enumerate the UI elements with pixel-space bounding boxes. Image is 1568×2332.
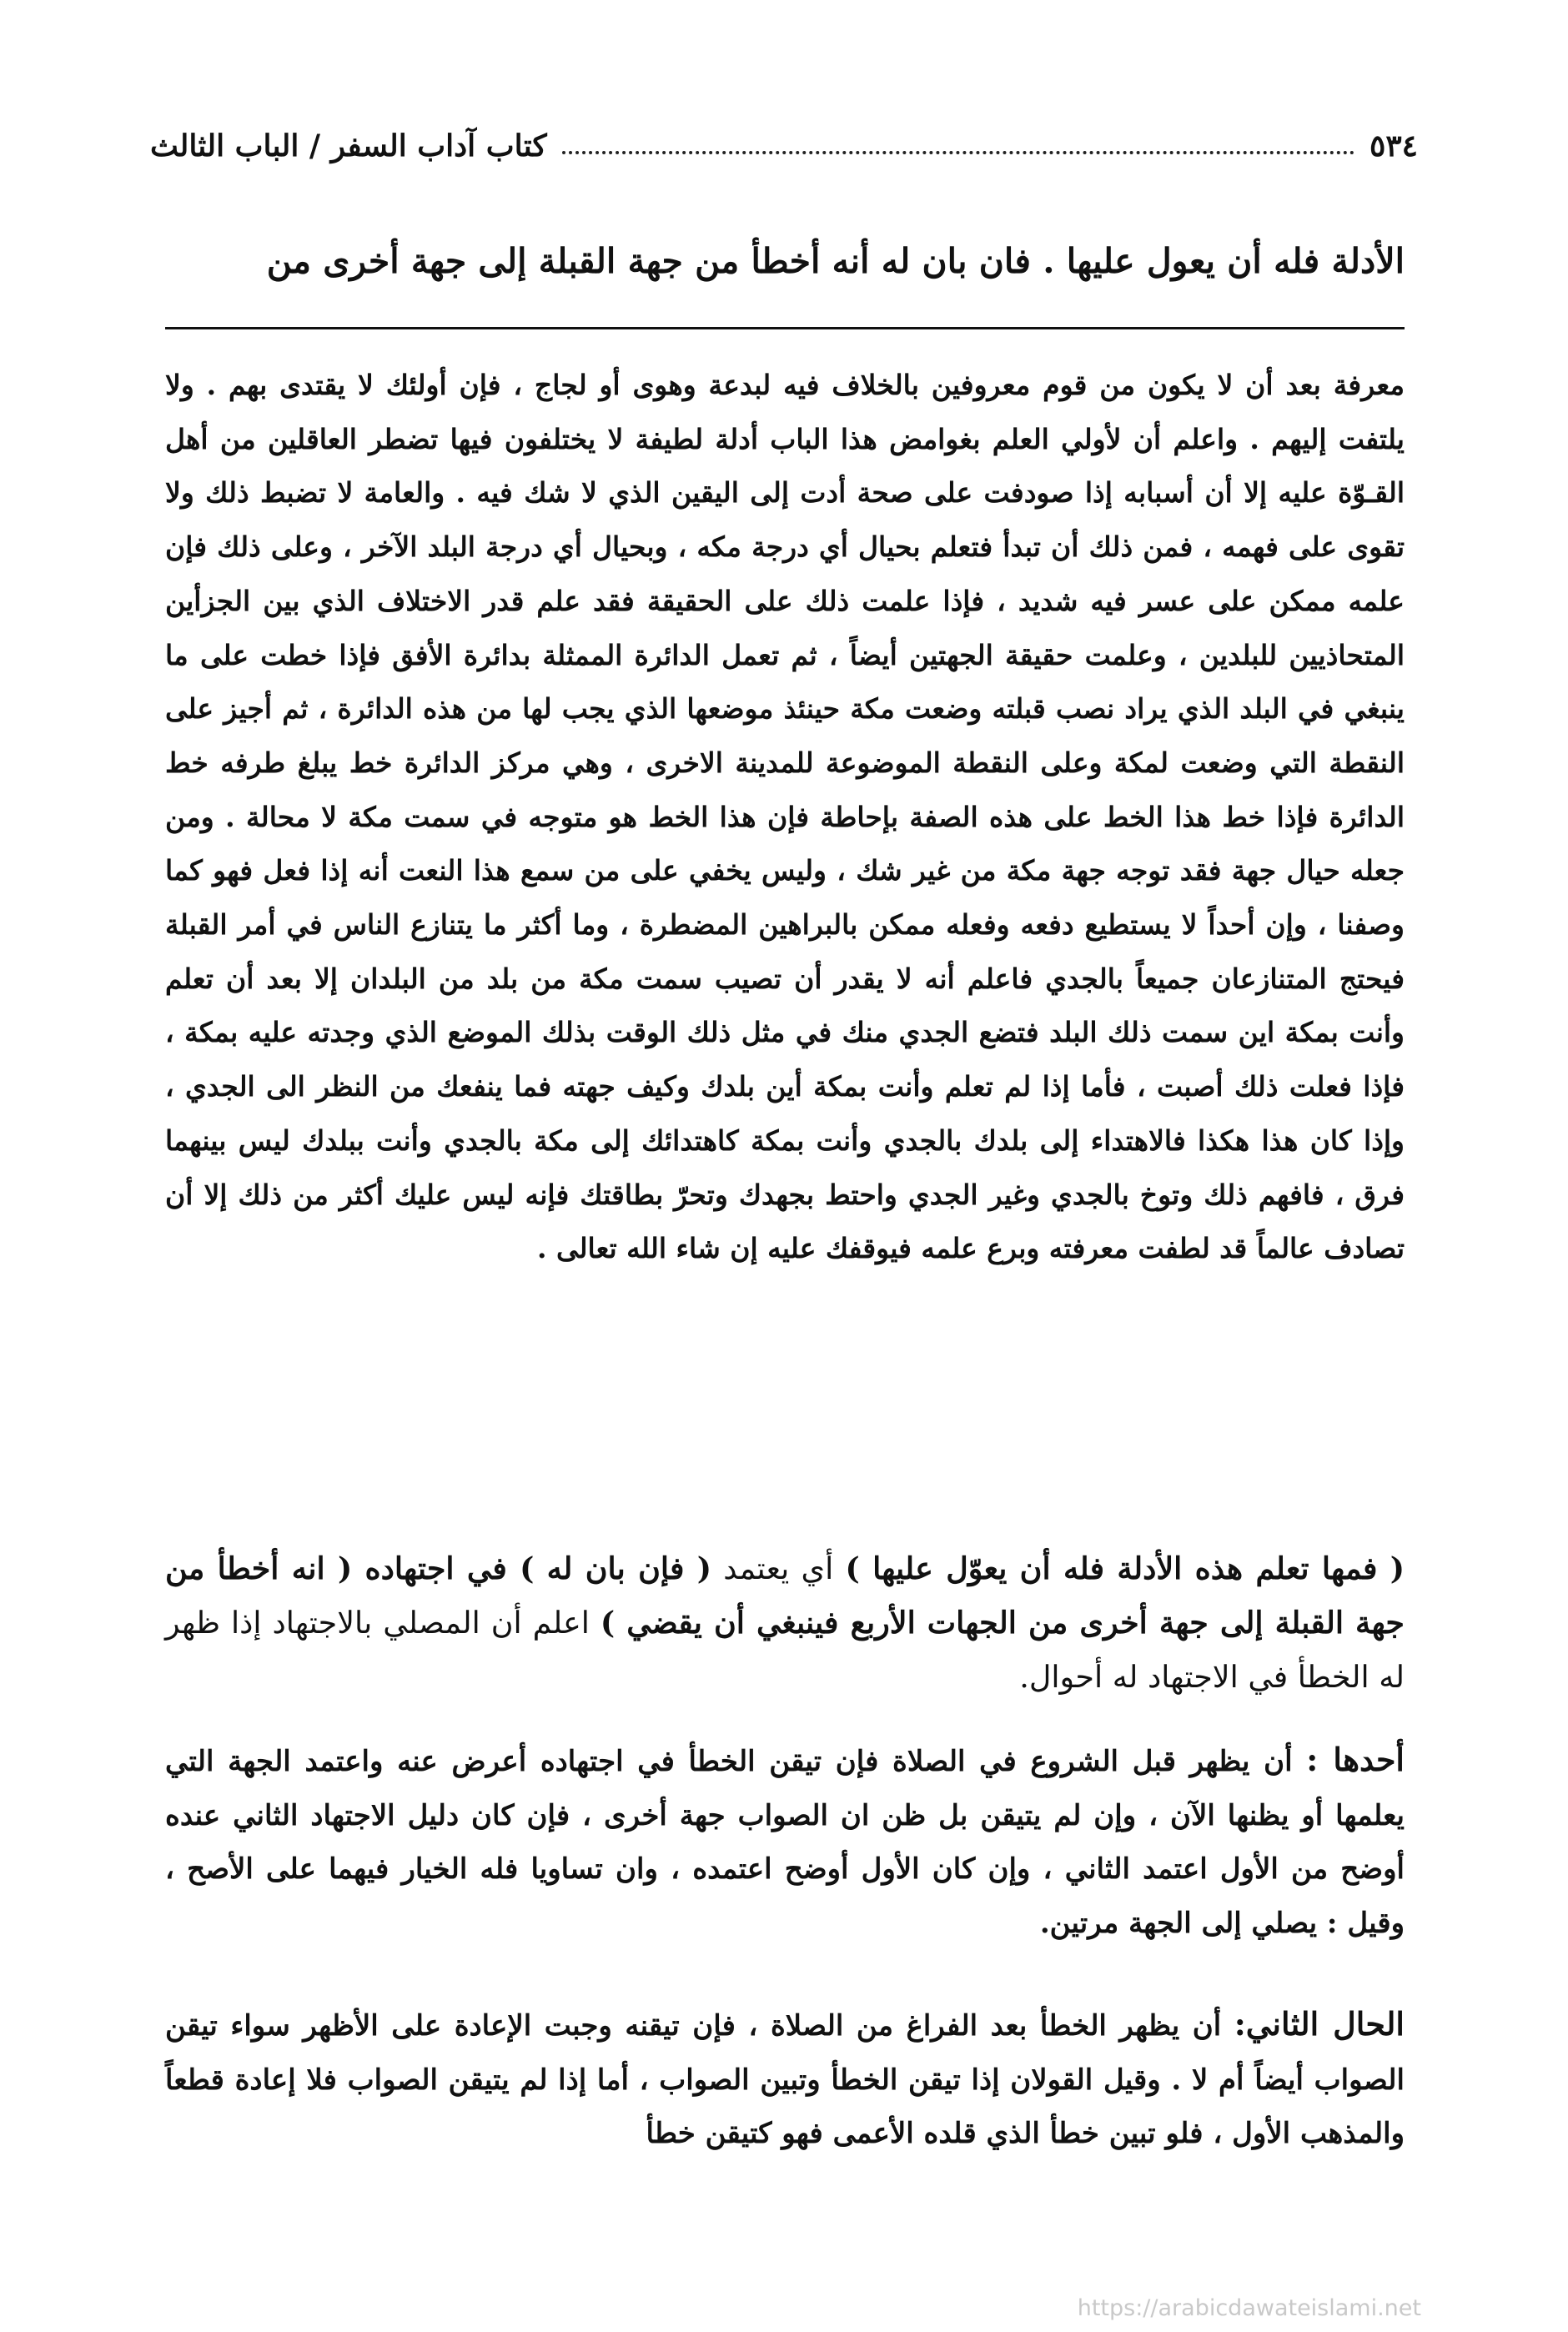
- watermark-url: https://arabicdawateislami.net: [1077, 2295, 1421, 2321]
- page-number: ٥٣٤: [1369, 128, 1418, 163]
- header-leader-dots: [562, 151, 1354, 154]
- state-two-paragraph: [165, 1998, 1405, 2161]
- main-text-top-line: الأدلة فله أن يعول عليها . فان بان له أنه أخطأ من جهة القبلة إلى جهة أخرى من: [266, 241, 1405, 281]
- footnote-separator-rule: [165, 327, 1405, 329]
- commentary-paragraph: [165, 1541, 1405, 1704]
- matn-quote-2: ( فإن بان له ) في اجتهاده ( انه أخطأ من جهة القبلة إلى جهة أخرى من الجهات الأربع فينبغي أن يقضي ): [165, 1550, 1405, 1641]
- state-one-text: أن يظهر قبل الشروع في الصلاة فإن تيقن الخطأ في اجتهاده أعرض عنه واعتمد الجهة التي يعلمها أو يظنها الآن ، وإن لم يتيقن بل ظن ان الصواب جهة أخرى ، فإن كان دليل الاجتهاد الثاني عنده أوضح من الأول اعتمد الثاني ، وإن كان الأول أوضح اعتمده ، وان تساويا فله الخيار فيهما على الأصح ، وقيل : يصلي إلى الجهة مرتين.: [165, 1745, 1405, 1940]
- running-header: [150, 117, 1418, 175]
- matn-quote-1: ( فمها تعلم هذه الأدلة فله أن يعوّل عليها ): [845, 1550, 1405, 1586]
- state-one-paragraph: [165, 1733, 1405, 1950]
- chapter-title: كتاب آداب السفر / الباب الثالث: [150, 128, 547, 163]
- state-two-lead: الحال الثاني:: [1234, 2005, 1405, 2043]
- sharh-text-1: أي يعتمد: [711, 1550, 846, 1586]
- state-one-lead: أحدها :: [1306, 1741, 1405, 1778]
- footnote-paragraph: معرفة بعد أن لا يكون من قوم معروفين بالخلاف فيه لبدعة وهوى أو لجاج ، فإن أولئك لا يقتدى بهم . ولا يلتفت إليهم . واعلم أن لأولي العلم بغوامض هذا الباب أدلة لطيفة لا يختلفون فيها تضطر العاقلين من أهل القـوّة عليه إلا أن أسبابه إذا صودفت على صحة أدت إلى اليقين الذي لا شك فيه . والعامة لا تضبط ذلك ولا تقوى على فهمه ، فمن ذلك أن تبدأ فتعلم بحيال أي درجة مكه ، وبحيال أي درجة البلد الآخر ، وعلى ذلك فإن علمه ممكن على عسر فيه شديد ، فإذا علمت ذلك على الحقيقة فقد علم قدر الاختلاف الذي بين الجزأين المتحاذيين للبلدين ، وعلمت حقيقة الجهتين أيضاً ، ثم تعمل الدائرة الممثلة بدائرة الأفق فإذا خطت على ما ينبغي في البلد الذي يراد نصب قبلته وضعت مكة حينئذ موضعها الذي يجب لها من هذه الدائرة ، ثم أجيز على النقطة التي وضعت لمكة وعلى النقطة الموضوعة للمدينة الاخرى ، وهي مركز الدائرة خط يبلغ طرفه خط الدائرة فإذا خط هذا الخط على هذه الصفة بإحاطة فإن هذا الخط هو متوجه في سمت مكة لا محالة . ومن جعله حيال جهة فقد توجه جهة مكة من غير شك ، وليس يخفي على من سمع هذا النعت أنه إذا فعل فهو كما وصفنا ، وإن أحداً لا يستطيع دفعه وفعله ممكن بالبراهين المضطرة ، وما أكثر ما يتنازع الناس في أمر القبلة فيحتج المتنازعان جميعاً بالجدي فاعلم أنه لا يقدر أن تصيب سمت مكة من بلد من البلدان إلا بعد أن تعلم وأنت بمكة اين سمت ذلك البلد فتضع الجدي منك في مثل ذلك الوقت بذلك الموضع الذي وجدته عليه بمكة ، فإذا فعلت ذلك أصبت ، فأما إذا لم تعلم وأنت بمكة أين بلدك وكيف جهته فما ينفعك من النظر الى الجدي ، وإذا كان هذا هكذا فالاهتداء إلى بلدك بالجدي وأنت بمكة كاهتدائك إلى مكة بالجدي وأنت ببلدك ليس بينهما فرق ، فافهم ذلك وتوخ بالجدي وغير الجدي واحتط بجهدك وتحرّ بطاقتك فإنه ليس عليك أكثر من ذلك إلا أن تصادف عالماً قد لطفت معرفته وبرع علمه فيوقفك عليه إن شاء الله تعالى .: [165, 369, 1405, 1265]
- state-two-text: أن يظهر الخطأ بعد الفراغ من الصلاة ، فإن تيقنه وجبت الإعادة على الأظهر سواء تيقن الصواب أيضاً أم لا . وقيل القولان إذا تيقن الخطأ وتبين الصواب ، أما إذا لم يتيقن الصواب فلا إعادة قطعاً والمذهب الأول ، فلو تبين خطأ الذي قلده الأعمى فهو كتيقن خطأ: [165, 2009, 1405, 2150]
- sharh-text-2: اعلم أن المصلي بالاجتهاد إذا ظهر له الخطأ في الاجتهاد له أحوال.: [165, 1605, 1405, 1695]
